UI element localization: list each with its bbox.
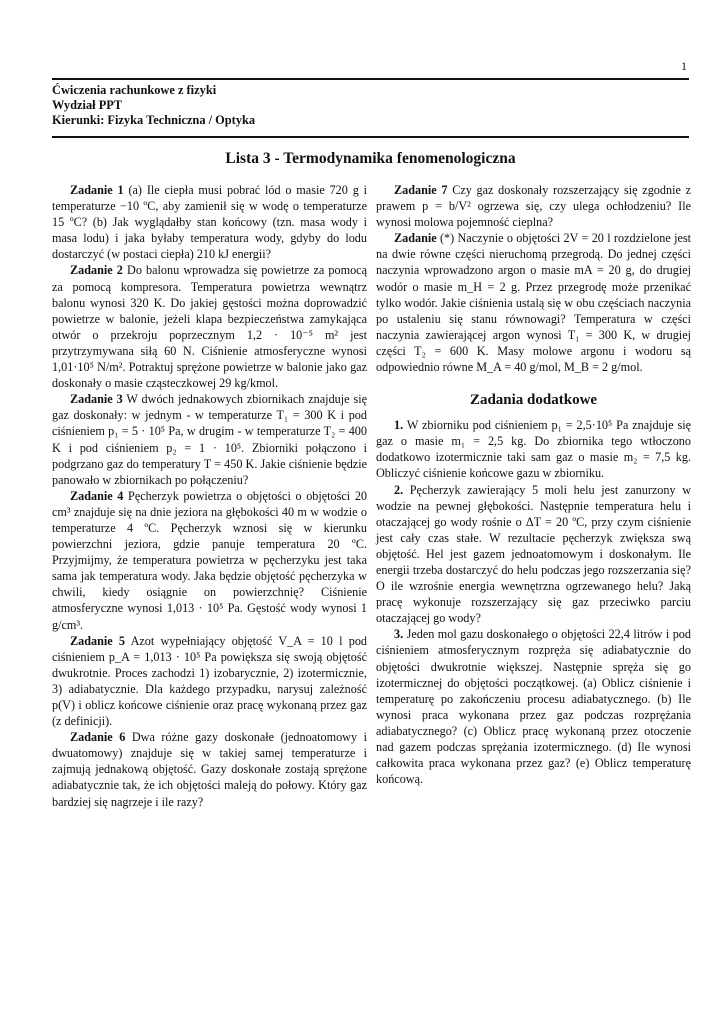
problem-label: Zadanie 7 <box>394 183 448 197</box>
course-title: Ćwiczenia rachunkowe z fizyki <box>52 83 217 97</box>
extra-problem-2 <box>376 482 691 627</box>
problem-1 <box>52 182 367 262</box>
left-column <box>52 182 367 810</box>
problem-text: Pęcherzyk powietrza o objętości o objętości 20 cm³ znajduje się na dnie jeziora na głębokości 40 m w wodzie o temperaturze 4 ºC. Pęcherzyk wznosi się w kierunku powierzchni jeziora, gdzie panuje temperatura 20 ºC. Przyjmijmy, że temperatura powietrza w pęcherzyku jest taka sama jak temperatura wody. Jaka będzie objętość pęcherzyka w chwili, kiedy osiągnie on powierzchnię? Ciśnienie atmosferyczne wynosi 1,013 · 10⁵ Pa. Gęstość wody wynosi 1 g/cm³. <box>52 488 368 632</box>
problem-label: Zadanie 2 <box>70 263 123 278</box>
extra-problem-label: 2. <box>394 482 404 497</box>
problem-text: Dwa różne gazy doskonałe (jednoatomowy i dwuatomowy) znajduje się w takiej samej temperaturze i zajmują jednakową objętość. Gazy doskonałe zostają sprężone adiabatycznie tak, że ich objętości maleją do połowy. Który gaz bardziej się nagrzeje i ile razy? <box>52 730 367 809</box>
problem-text: (a) Ile ciepła musi pobrać lód o masie 720 g i temperaturze −10 ºC, aby zamienił się w wodę o temperaturze 15 ºC? (b) Jak wyglądałby stan końcowy (tzn. masa wody i masa lodu) i jaka byłaby temperatura wody, gdyby do lodu dostarczyć (w postaci ciepła) 210 kJ energii? <box>52 183 368 262</box>
extra-problem-3 <box>376 626 691 787</box>
problem-label: Zadanie <box>394 231 437 246</box>
extra-problem-text: Pęcherzyk zawierający 5 moli helu jest zanurzony w wodzie na pewnej głębokości. Następnie temperatura helu i otaczającej go wody rośnie o ΔT = 20 ºC, przy czym ciśnienie jest cały czas stałe. W rezultacie pęcherzyk zwiększa swą objętość. Hel jest gazem jednoatomowym i doskonałym. Ile energii trzeba dostarczyć do helu podczas jego rozszerzania się? O ile wzrośnie energia wewnętrzna ogrzewanego helu? Jaką pracę wykonuje rozszerzający się gaz przeciwko parciu otaczającej go wody? <box>376 482 692 626</box>
problem-4 <box>52 488 367 633</box>
problem-label: Zadanie 5 <box>70 633 125 648</box>
problem-2 <box>52 262 367 391</box>
fields-of-study: Kierunki: Fizyka Techniczna / Optyka <box>52 113 256 127</box>
extra-section-title: Zadania dodatkowe <box>469 392 598 409</box>
problem-label: Zadanie 1 <box>70 183 124 197</box>
problem-text: (*) Naczynie o objętości 2V = 20 l rozdzielone jest na dwie równe części nieruchomą przegrodą. Do jednej części naczynia wprowadzono argon o masie mA = 20 g, do drugiej wodór o masie m_H = 2 g. Przez przegrodę może przenikać tylko wodór. Jakie ciśnienia ustalą się w obu częściach naczynia po ustaleniu się stanu równowagi? Temperatura w części naczynia zawierającej argon wynosi T₁ = 300 K, w drugiej części T₂ = 600 K. Masy molowe argonu i wodoru są odpowiednio równe M_A = 40 g/mol, M_B = 2 g/mol. <box>376 231 691 375</box>
department: Wydział PPT <box>52 98 123 112</box>
problem-label: Zadanie 6 <box>70 730 126 745</box>
problem-7 <box>376 182 691 230</box>
problem-text: Do balonu wprowadza się powietrze za pomocą za pomocą kompresora. Temperatura powietrza wewnątrz balonu wynosi 320 K. Do jakiej gęstości można doprowadzić powietrze w balonie, jeżeli klapa bezpieczeństwa zamykająca otwór o przekroju poprzecznym 1,2 · 10⁻⁵ m² jest przytrzymywana siłą 60 N. Ciśnienie atmosferyczne wynosi 1,01·10⁵ N/m². Potraktuj sprężone powietrze w balonie jako gaz doskonały o masie cząsteczkowej 29 kg/kmol. <box>52 263 367 391</box>
extra-problem-label: 3. <box>394 627 404 642</box>
extra-problem-1 <box>376 417 691 481</box>
problem-starred <box>376 230 691 375</box>
extra-problem-text: Jeden mol gazu doskonałego o objętości 22,4 litrów i pod ciśnieniem atmosferycznym rozpręża się adiabatycznie do objętości dwukrotnie większej. Następnie spręża się go izotermicznej do objętości początkowej. (a) Oblicz ciśnienie i temperaturę po zakończeniu procesu adiabatycznego. (b) Ile wynosi praca wykonana przez gaz podczas rozprężania adiabatycznego? (c) Oblicz pracę wykonaną przez otoczenie nad gazem podczas sprężania izotermicznego. (d) Ile wynosi całkowita praca wykonana przez gaz? (e) Oblicz temperaturę końcową. <box>376 627 691 787</box>
problem-text: W dwóch jednakowych zbiornikach znajduje się gaz doskonały: w jednym - w temperaturze T₁ = 300 K i pod ciśnieniem p₁ = 5 · 10⁵ Pa, w drugim - w temperaturze T₂ = 400 K i pod ciśnieniem p₂ = 1 · 10⁵. Zbiorniki połączono i podgrzano gaz do temperatury T = 450 K. Jakie ciśnienie będzie panowało w zbiornikach po połączeniu? <box>52 392 367 487</box>
problem-3 <box>52 391 367 488</box>
problem-label: Zadanie 4 <box>70 488 124 503</box>
header-bottom-rule <box>52 136 689 138</box>
page-number: 1 <box>681 59 687 73</box>
course-header <box>52 83 255 128</box>
problem-6 <box>52 729 367 809</box>
top-rule <box>52 78 689 80</box>
page-title: Lista 3 - Termodynamika fenomenologiczna <box>225 150 516 167</box>
problem-label: Zadanie 3 <box>70 392 123 407</box>
right-column <box>376 182 691 787</box>
extra-problem-label: 1. <box>394 418 404 433</box>
problem-5 <box>52 633 367 730</box>
extra-problem-text: W zbiorniku pod ciśnieniem p₁ = 2,5·10⁵ Pa znajduje się gaz o masie m₁ = 2,5 kg. Do zbiornika tego wtłoczono dodatkowo izotermicznie taki sam gaz o masie m₂ = 7,5 kg. Obliczyć ciśnienie końcowe gazu w zbiorniku. <box>376 418 691 481</box>
problem-text: Azot wypełniający objętość V_A = 10 l pod ciśnieniem p_A = 1,013 · 10⁵ Pa powiększa się swoją objętość dwukrotnie. Proces zachodzi 1) izobarycznie, 2) izotermicznie, 3) adiabatycznie. Dla każdego przypadku, narysuj zależność p(V) i oblicz końcowe ciśnienie oraz pracę wykonaną przez gaz (z definicji). <box>52 633 368 729</box>
problem-text: Czy gaz doskonały rozszerzający się zgodnie z prawem p = b/V² ogrzewa się, czy ulega ochłodzeniu? Ile wynosi molowa pojemność cieplna? <box>376 183 691 230</box>
